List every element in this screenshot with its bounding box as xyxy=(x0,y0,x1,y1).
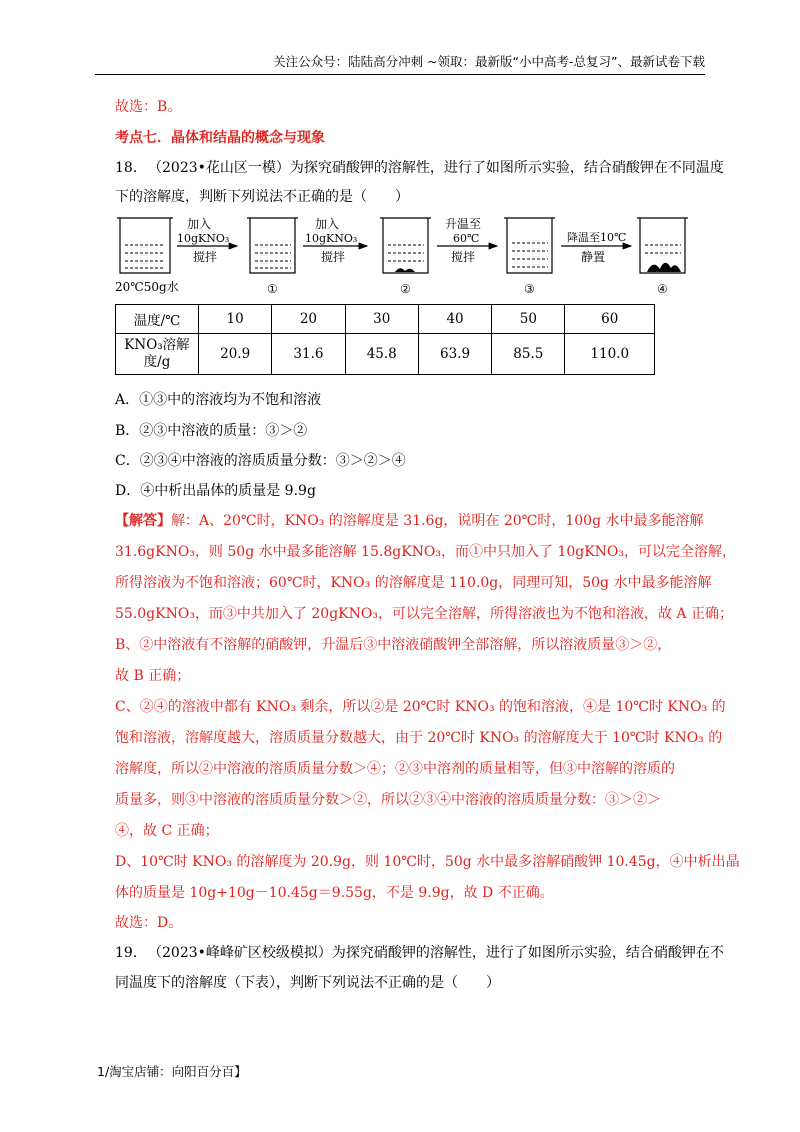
table-cell: 31.6 xyxy=(272,334,345,375)
answer-line-1: 31.6gKNO₃，则 50g 水中最多能溶解 15.8gKNO₃，而①中只加入了 10gKNO₃，可以完全溶解， xyxy=(115,544,737,560)
option-a: A．①③中的溶液均为不饱和溶液 xyxy=(115,392,322,408)
q19-stem-line1: （2023•峰峰矿区校级模拟）为探究硝酸钾的溶解性，进行了如图所示实验，结合硝酸钾在不 xyxy=(148,945,724,961)
answer-line-10: ④，故 C 正确； xyxy=(115,823,219,839)
beaker-3 xyxy=(504,218,555,273)
table-cell: 110.0 xyxy=(565,334,655,375)
table-cell: 50 xyxy=(492,305,565,334)
arrow-step-4 xyxy=(561,230,631,264)
page-footer: 1/淘宝店铺：向阳百分百】 xyxy=(97,1064,247,1079)
table-head-solubility-b: 度/g xyxy=(143,354,171,370)
table-head-solubility xyxy=(116,334,199,375)
q18-stem-line1: （2023•花山区一模）为探究硝酸钾的溶解性，进行了如图所示实验，结合硝酸钾在不同温度 xyxy=(148,160,724,176)
table-head-temp: 温度/℃ xyxy=(116,305,199,334)
answer-line-12: 体的质量是 10g+10g－10.45g＝9.55g，不是 9.9g，故 D 不正确。 xyxy=(115,885,554,901)
answer-line-3: 55.0gKNO₃，而③中共加入了 20gKNO₃，可以完全溶解，所得溶液也为不饱和溶液，故 A 正确； xyxy=(115,606,733,622)
step3-mid: 60℃ xyxy=(453,232,480,245)
table-cell: 20 xyxy=(272,305,345,334)
beaker-1 xyxy=(247,218,298,273)
step3-top: 升温至 xyxy=(445,217,482,231)
beaker-label-4: ④ xyxy=(657,282,668,296)
experiment-diagram xyxy=(115,213,695,298)
q19-stem-line2: 同温度下的溶解度（下表），判断下列说法不正确的是（ ） xyxy=(115,975,500,991)
answer-line-7: 饱和溶液，溶解度越大，溶质质量分数越大，由于 20℃时 KNO₃ 的溶解度大于 10℃时 KNO₃ 的 xyxy=(115,730,723,746)
step2-bottom: 搅拌 xyxy=(321,250,346,264)
beaker-start xyxy=(117,218,173,273)
step4-bottom: 静置 xyxy=(581,250,606,264)
answer-line-0 xyxy=(115,511,703,531)
step1-bottom: 搅拌 xyxy=(193,250,218,264)
arrow-step-3 xyxy=(437,216,497,264)
table-cell: 10 xyxy=(199,305,272,334)
option-c: C．②③④中溶液的溶质质量分数：③＞②＞④ xyxy=(115,453,406,469)
q18-stem-line2: 下的溶解度，判断下列说法不正确的是（ ） xyxy=(115,189,409,205)
table-cell: 20.9 xyxy=(199,334,272,375)
beaker-label-3: ③ xyxy=(524,282,535,296)
solubility-table xyxy=(115,304,655,375)
answer-line-5: 故 B 正确； xyxy=(115,668,191,684)
answer-line-6: C、②④的溶液中都有 KNO₃ 剩余，所以②是 20℃时 KNO₃ 的饱和溶液，④是 10℃时 KNO₃ 的 xyxy=(115,699,726,715)
table-cell: 40 xyxy=(418,305,491,334)
option-b: B．②③中溶液的质量：③＞② xyxy=(115,423,308,439)
table-cell: 45.8 xyxy=(345,334,418,375)
previous-answer: 故选：B。 xyxy=(115,99,182,115)
header-text: 关注公众号：陆陆高分冲刺 ~领取：最新版“小中高考-总复习”、最新试卷下载 xyxy=(273,54,705,69)
beaker-2 xyxy=(380,218,431,273)
answer-line-4: B、②中溶液有不溶解的硝酸钾，升温后③中溶液硝酸钾全部溶解，所以溶液质量③＞②， xyxy=(115,637,672,653)
page-header xyxy=(95,52,705,75)
step4-top: 降温至10℃ xyxy=(567,231,627,244)
answer-line-2: 所得溶液为不饱和溶液；60℃时，KNO₃ 的溶解度是 110.0g，同理可知，50g 水中最多能溶解 xyxy=(115,575,712,591)
beaker-label-1: ① xyxy=(267,282,278,296)
q19-number: 19． xyxy=(115,945,147,961)
beaker-label-2: ② xyxy=(400,282,411,296)
step2-top: 加入 xyxy=(315,217,340,231)
answer-line-9: 质量多，则③中溶液的溶质质量分数＞②，所以②③④中溶液的溶质质量分数：③＞②＞ xyxy=(115,792,661,808)
section-title: 考点七．晶体和结晶的概念与现象 xyxy=(115,130,325,146)
table-row xyxy=(116,305,655,334)
start-label: 20℃50g水 xyxy=(115,280,179,294)
arrow-step-1 xyxy=(177,216,237,264)
option-d: D．④中析出晶体的质量是 9.9g xyxy=(115,483,316,499)
step2-mid: 10gKNO₃ xyxy=(305,232,358,245)
table-head-solubility-a: KNO₃溶解 xyxy=(124,337,190,353)
step1-top: 加入 xyxy=(187,217,212,231)
answer-tag: 【解答】 xyxy=(115,513,171,529)
table-cell: 60 xyxy=(565,305,655,334)
table-cell: 85.5 xyxy=(492,334,565,375)
table-cell: 30 xyxy=(345,305,418,334)
beaker-4 xyxy=(637,218,688,273)
arrow-step-2 xyxy=(303,216,367,264)
answer-line-11: D、10℃时 KNO₃ 的溶解度为 20.9g，则 10℃时，50g 水中最多溶解硝酸钾 10.45g，④中析出晶 xyxy=(115,854,740,870)
table-cell: 63.9 xyxy=(418,334,491,375)
answer-line-8: 溶解度，所以②中溶液的溶质质量分数＞④；②③中溶剂的质量相等，但③中溶解的溶质的 xyxy=(115,761,675,777)
final-answer: 故选：D。 xyxy=(115,915,183,931)
q18-number: 18． xyxy=(115,160,147,176)
answer-text: 解：A、20℃时，KNO₃ 的溶解度是 31.6g，说明在 20℃时，100g 水中最多能溶解 xyxy=(171,513,704,529)
step3-bottom: 搅拌 xyxy=(451,250,476,264)
table-row xyxy=(116,334,655,375)
step1-mid: 10gKNO₃ xyxy=(177,232,230,245)
